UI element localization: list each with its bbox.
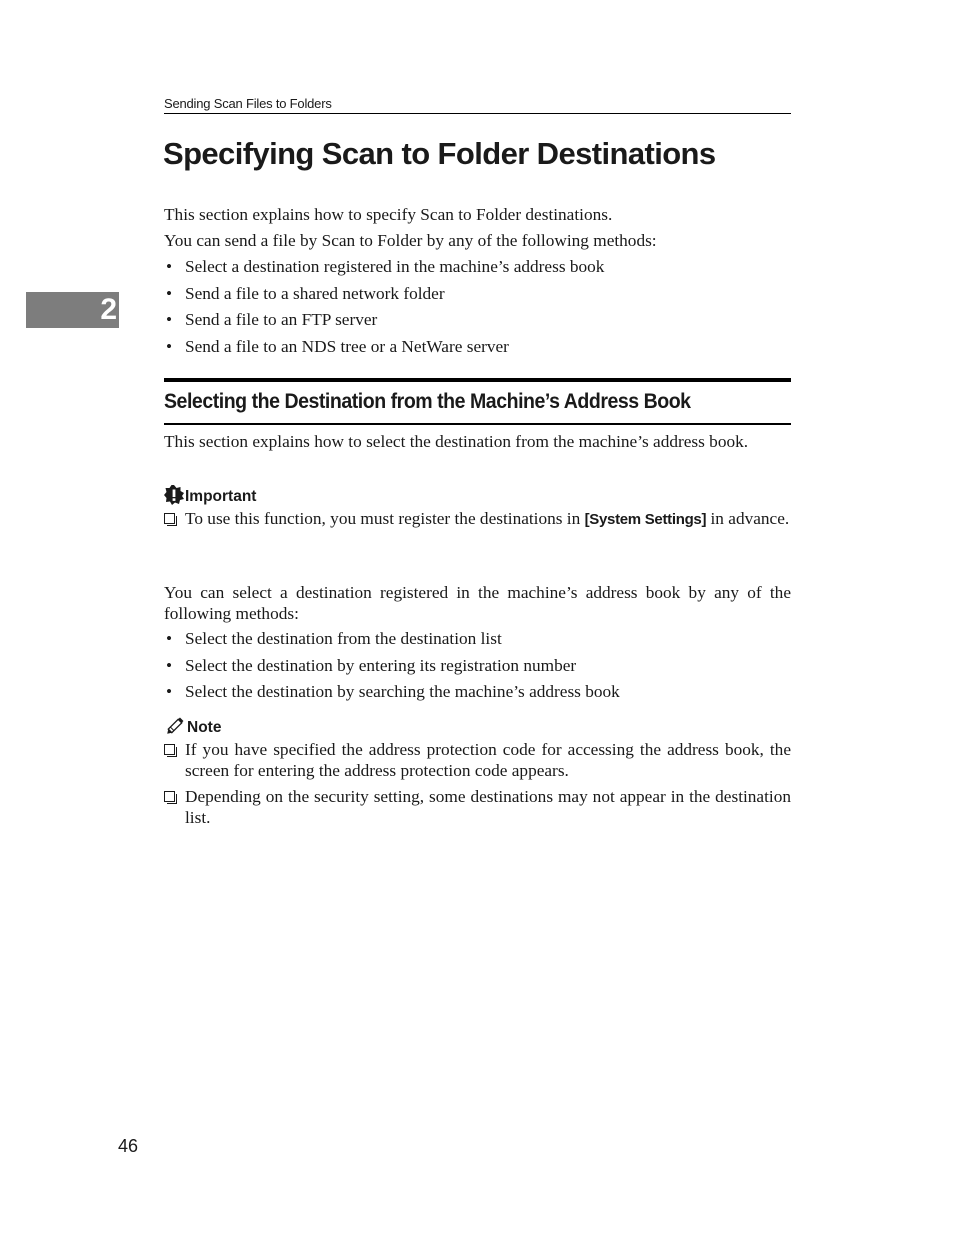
checkbox-icon	[164, 744, 175, 755]
bullet-icon: •	[166, 682, 173, 701]
bullet-icon: •	[166, 310, 173, 329]
section-heading-text: Selecting the Destination from the Machine’s Address Book	[164, 390, 691, 413]
note-item: Depending on the security setting, some destinations may not appear in the destination list.	[164, 787, 791, 828]
section-paragraph-2: You can select a destination registered in the machine’s address book by any of the following methods:	[164, 583, 791, 623]
system-settings-key: [System Settings]	[584, 511, 707, 528]
section-paragraph: This section explains how to select the destination from the machine’s address book.	[164, 432, 749, 451]
running-header: Sending Scan Files to Folders	[164, 96, 791, 114]
note-heading: Note	[164, 716, 221, 737]
intro-paragraph: This section explains how to specify Scan to Folder destinations.	[164, 205, 613, 224]
bullet-icon: •	[166, 337, 173, 356]
page-number: 46	[118, 1136, 139, 1156]
note-item: If you have specified the address protection code for accessing the address book, the screen for entering the address protection code appears.	[164, 740, 791, 781]
checkbox-icon	[164, 791, 175, 802]
important-item: To use this function, you must register the destinations in [System Settings] in advance.	[164, 509, 791, 531]
bullet-icon: •	[166, 284, 173, 303]
bullet-icon: •	[166, 257, 173, 276]
checkbox-icon	[164, 513, 175, 524]
page-title: Specifying Scan to Folder Destinations	[163, 136, 716, 171]
important-heading: Important	[164, 485, 256, 506]
important-icon	[164, 485, 184, 505]
section-heading	[164, 378, 791, 425]
bullet-icon: •	[166, 629, 173, 648]
pencil-icon	[164, 716, 186, 736]
intro-methods-lead: You can send a file by Scan to Folder by any of the following methods:	[164, 231, 657, 250]
chapter-tab: 2	[26, 292, 119, 328]
bullet-icon: •	[166, 656, 173, 675]
